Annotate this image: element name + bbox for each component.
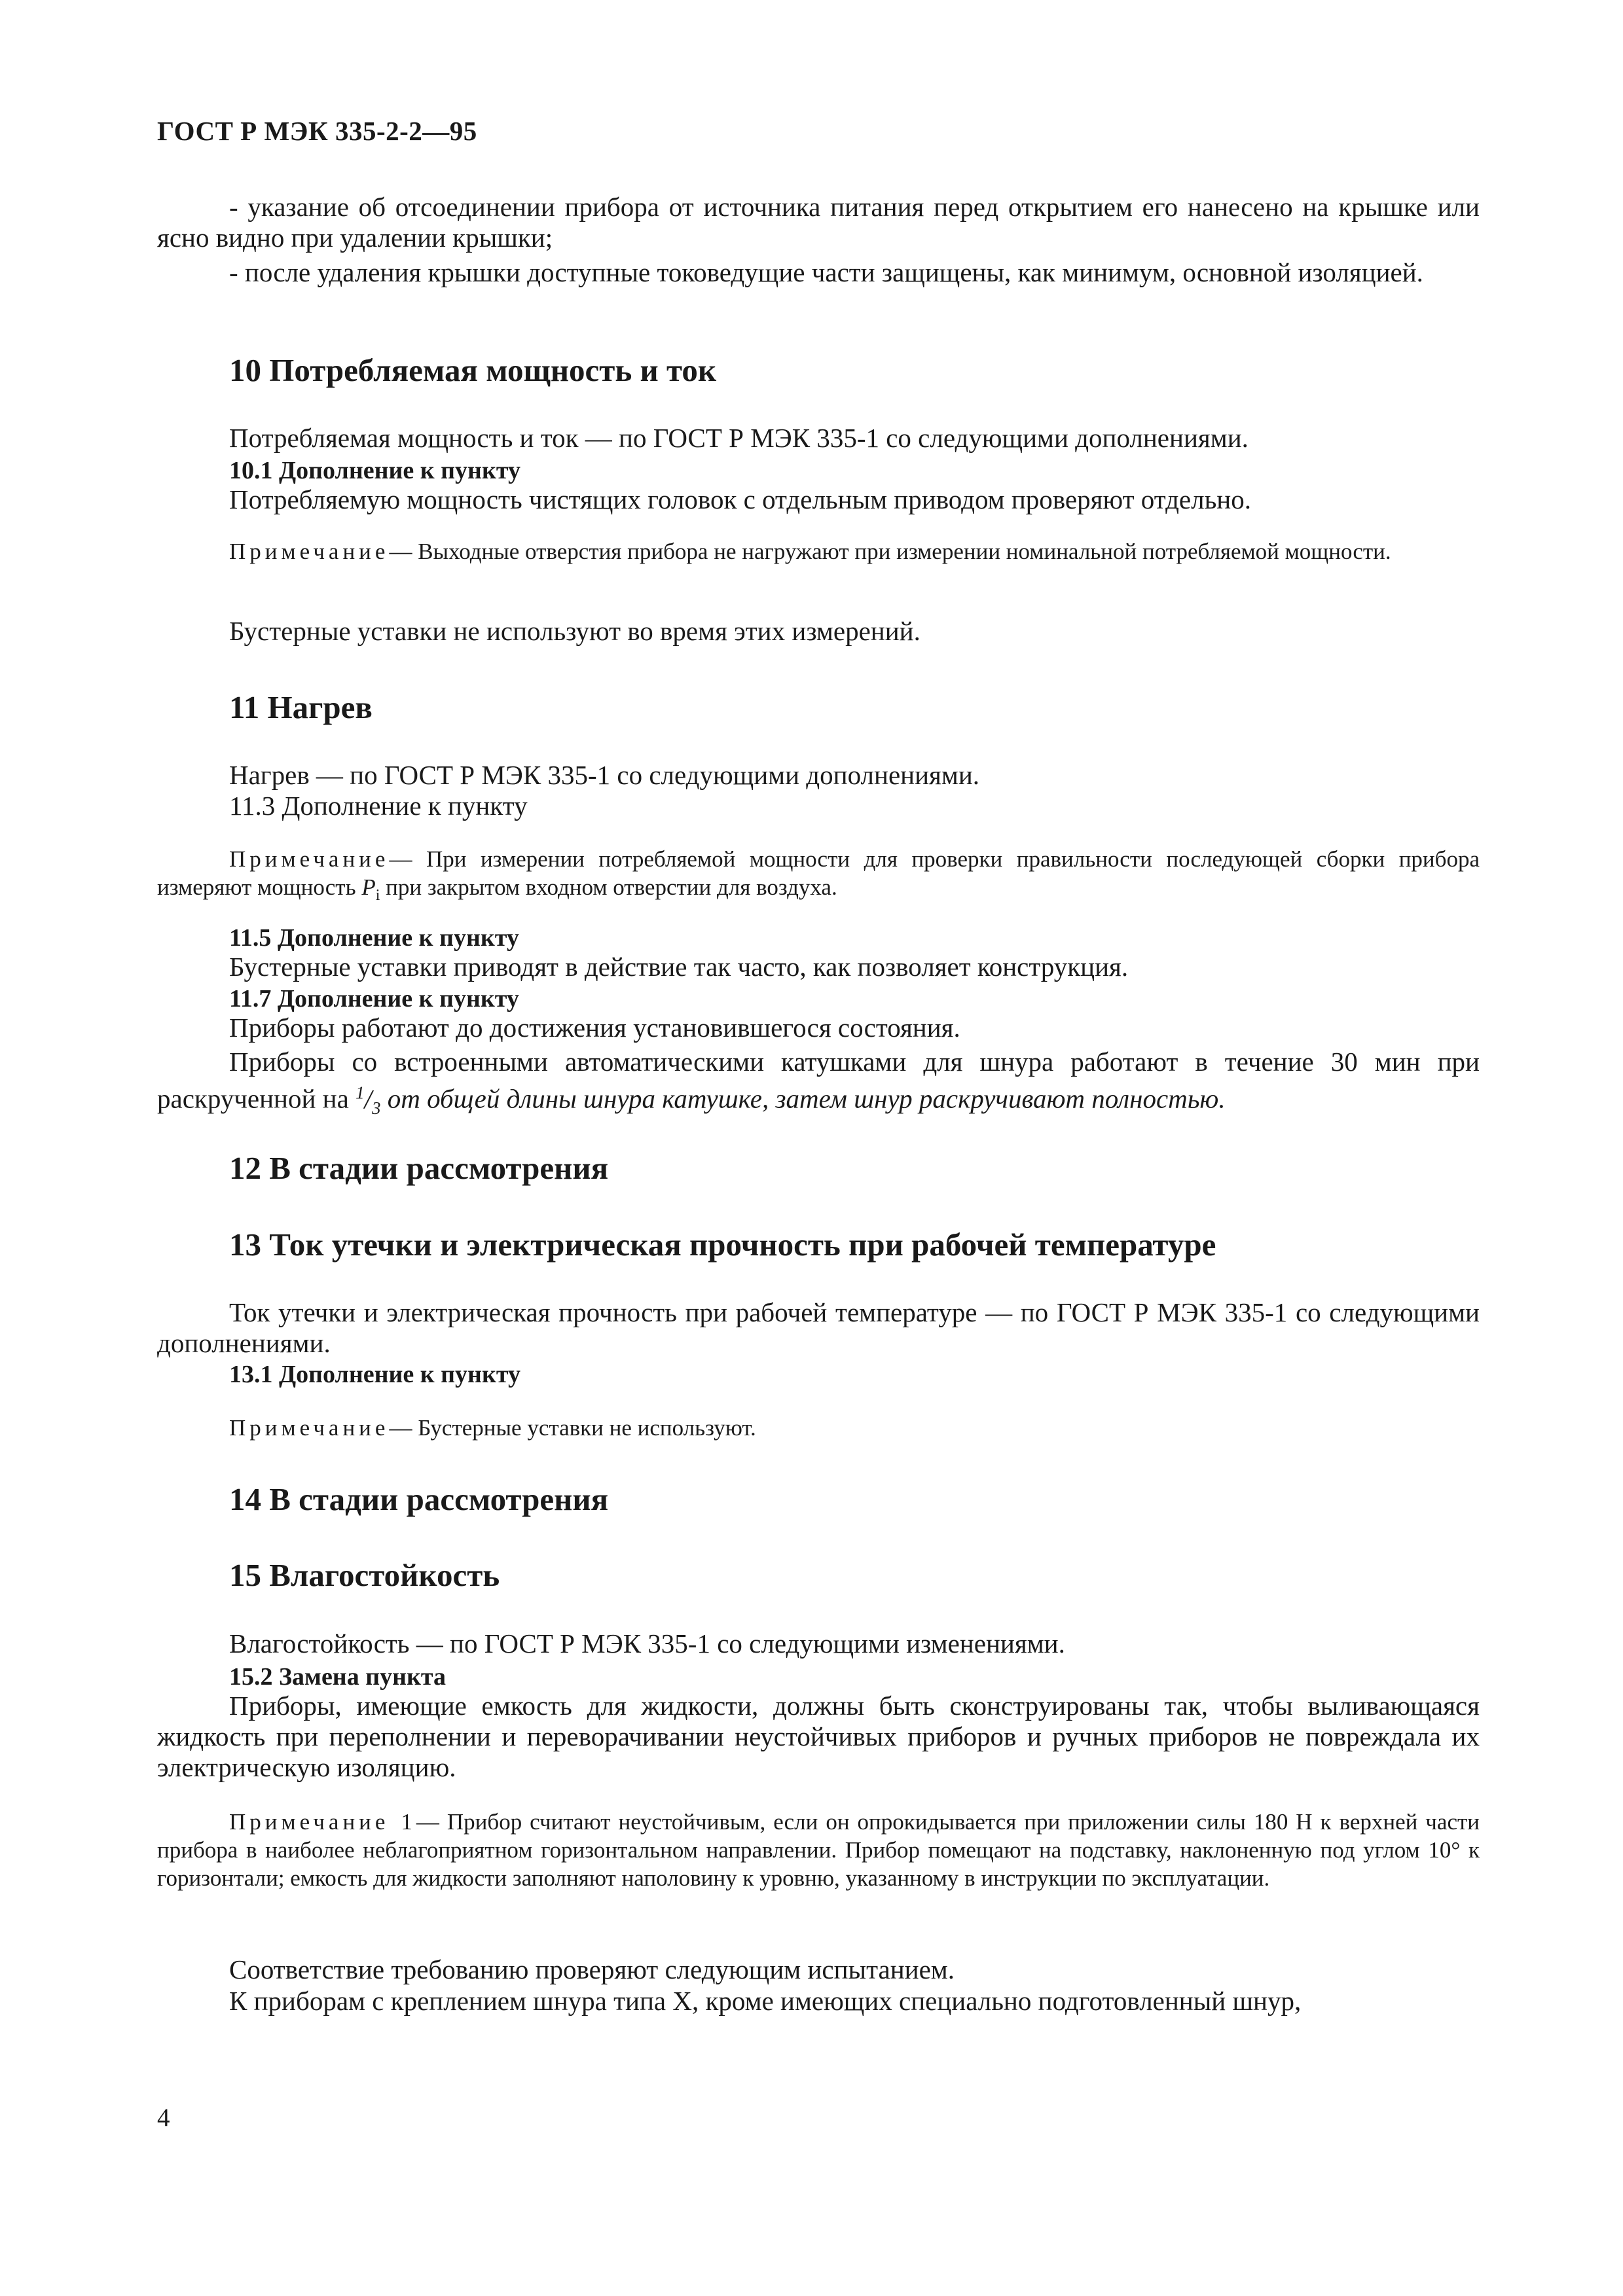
subsection-10-1-text: Потребляемую мощность чистящих головок с отдельным приводом проверяют отдельно. bbox=[229, 484, 1251, 514]
section-13-text: Ток утечки и электрическая прочность при рабочей температуре — по ГОСТ Р МЭК 335-1 со следующими дополнениями. bbox=[157, 1297, 1480, 1358]
intro-bullet-1: - указание об отсоединении прибора от источника питания перед открытием его нанесено на крышке или ясно видно при удалении крышки; bbox=[157, 192, 1480, 253]
note-label: Примечание bbox=[229, 539, 390, 564]
subsection-11-7-heading: 11.7 Дополнение к пункту bbox=[229, 985, 519, 1013]
section-15-text: Влагостойкость — по ГОСТ Р МЭК 335-1 со следующими изменениями. bbox=[229, 1628, 1065, 1659]
section-15-last-line: К приборам с креплением шнура типа X, кроме имеющих специально подготовленный шнур, bbox=[229, 1986, 1302, 2016]
note-text-a: — При измерении потребляемой мощности для проверки правильности последующей сборки прибора измеряют мощность bbox=[157, 846, 1480, 900]
section-10-after-note: Бустерные уставки не используют во время этих измерений. bbox=[229, 616, 921, 646]
section-12-heading: 12 В стадии рассмотрения bbox=[229, 1150, 609, 1186]
page-number: 4 bbox=[157, 2104, 170, 2132]
section-11-note bbox=[157, 845, 1480, 910]
subsection-11-7-text-2 bbox=[157, 1047, 1480, 1124]
subsection-11-3-heading: 11.3 Дополнение к пункту bbox=[229, 791, 528, 821]
subsection-15-2-heading: 15.2 Замена пункта bbox=[229, 1663, 447, 1691]
section-10-text: Потребляемая мощность и ток — по ГОСТ Р МЭК 335-1 со следующими дополнениями. bbox=[229, 423, 1249, 453]
note-text-b: при закрытом входном отверстии для воздуха. bbox=[380, 874, 837, 900]
note-label: Примечание bbox=[229, 1415, 390, 1441]
subsection-10-1-heading: 10.1 Дополнение к пункту bbox=[229, 457, 521, 484]
text-a: Приборы со встроенными автоматическими катушками для шнура работают в течение 30 мин при раскрученной на bbox=[157, 1047, 1480, 1114]
section-13-heading: 13 Ток утечки и электрическая прочность при рабочей температуре bbox=[229, 1227, 1216, 1263]
section-11-text: Нагрев — по ГОСТ Р МЭК 335-1 со следующими дополнениями. bbox=[229, 760, 980, 790]
section-15-note bbox=[157, 1808, 1480, 1892]
text-b: от общей длины шнура катушке, затем шнур раскручивают полностью. bbox=[380, 1083, 1226, 1114]
document-page bbox=[157, 0, 1480, 2296]
note-text: — Выходные отверстия прибора не нагружают при измерении номинальной потребляемой мощности. bbox=[389, 539, 1391, 564]
subsection-11-5-heading: 11.5 Дополнение к пункту bbox=[229, 924, 519, 952]
section-14-heading: 14 В стадии рассмотрения bbox=[229, 1481, 609, 1517]
note-var: P bbox=[361, 874, 376, 900]
section-15-heading: 15 Влагостойкость bbox=[229, 1557, 500, 1593]
section-10-note bbox=[157, 537, 1480, 565]
intro-bullet-2: - после удаления крышки доступные токоведущие части защищены, как минимум, основной изоляцией. bbox=[229, 257, 1423, 287]
subsection-15-2-text: Приборы, имеющие емкость для жидкости, должны быть сконструированы так, чтобы выливающаяся жидкость при переполнении и переворачивании неустойчивых приборов и ручных приборов не повреждала их электрическую изоляцию. bbox=[157, 1691, 1480, 1782]
section-13-note bbox=[157, 1414, 1480, 1442]
document-code: ГОСТ Р МЭК 335-2-2—95 bbox=[157, 116, 477, 146]
subsection-13-1-heading: 13.1 Дополнение к пункту bbox=[229, 1361, 521, 1388]
subsection-11-5-text: Бустерные уставки приводят в действие так часто, как позволяет конструкция. bbox=[229, 952, 1129, 982]
note-text: — Прибор считают неустойчивым, если он опрокидывается при приложении силы 180 Н к верхней части прибора в наиболее неблагоприятном горизонтальном направлении. Прибор помещают на подставку, наклоненную под углом 10° к горизонтали; емкость для жидкости заполняют наполовину к уровню, указанному в инструкции по эксплуатации. bbox=[157, 1809, 1480, 1891]
note-label: Примечание bbox=[229, 846, 390, 872]
note-var-sub: i bbox=[375, 887, 380, 904]
subsection-11-7-text: Приборы работают до достижения установившегося состояния. bbox=[229, 1013, 960, 1043]
note-text: — Бустерные уставки не используют. bbox=[389, 1415, 756, 1441]
note-label: Примечание 1 bbox=[229, 1809, 416, 1835]
section-10-heading: 10 Потребляемая мощность и ток bbox=[229, 352, 717, 388]
section-15-compliance: Соответствие требованию проверяют следующим испытанием. bbox=[229, 1954, 955, 1984]
section-11-heading: 11 Нагрев bbox=[229, 689, 373, 725]
fraction: $^1/_3$ bbox=[356, 1083, 381, 1118]
